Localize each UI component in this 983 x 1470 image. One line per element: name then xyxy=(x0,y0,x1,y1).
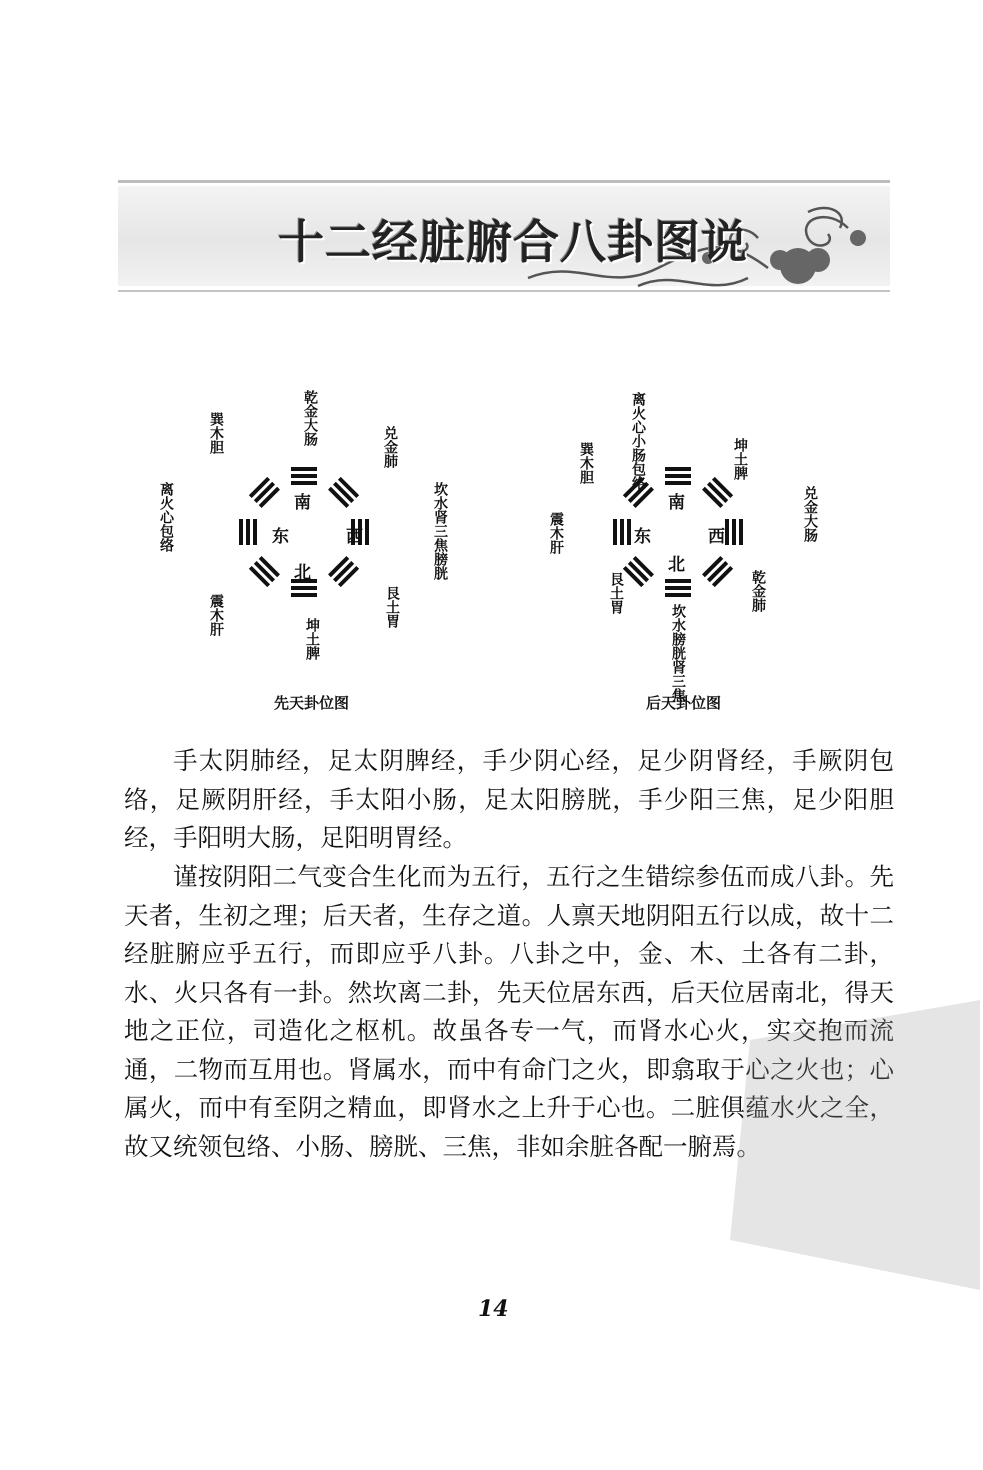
label-top-right: 坤土脾 xyxy=(732,438,748,480)
xiantian-diagram xyxy=(156,372,476,692)
dir-south: 南 xyxy=(668,493,685,513)
trigram-icon xyxy=(702,477,733,508)
dir-north: 北 xyxy=(294,563,311,583)
label-top: 乾金大肠 xyxy=(302,390,318,446)
label-right: 兑金大肠 xyxy=(802,486,818,542)
label-bottom: 坎水膀胱肾三焦 xyxy=(670,604,686,702)
trigram-icon xyxy=(239,519,257,545)
dir-east: 东 xyxy=(634,527,651,547)
label-top-left: 巽木胆 xyxy=(208,412,224,454)
trigram-icon xyxy=(291,467,317,485)
label-bottom-left: 艮土胃 xyxy=(608,572,624,614)
trigram-icon xyxy=(725,519,743,545)
trigram-icon xyxy=(328,477,359,508)
chapter-header xyxy=(118,180,890,295)
label-bottom-right: 艮土胃 xyxy=(384,586,400,628)
label-bottom-left: 震木肝 xyxy=(208,594,224,636)
dir-west: 西 xyxy=(708,527,725,547)
paragraph-meridians: 手太阴肺经，足太阴脾经，手少阴心经，足少阴肾经，手厥阴包络，足厥阴肝经，手太阳小肠，足太阳膀胱，手少阳三焦，足少阳胆经，手阳明大肠，足阳明胃经。 xyxy=(124,746,894,852)
trigram-icon xyxy=(613,519,631,545)
houtian-caption: 后天卦位图 xyxy=(646,694,722,712)
paragraph-commentary: 谨按阴阳二气变合生化而为五行，五行之生错综参伍而成八卦。先天者，生初之理；后天者，生存之道。人禀天地阴阳五行以成，故十二经脏腑应乎五行，而即应乎八卦。八卦之中，金、木、土各有二卦，水、火只各有一卦。然坎离二卦，先天位居东西，后天位居南北，得天地之正位，司造化之枢机。故虽各专一气，而肾水心火，实交抱而流通，二物而互用也。肾属水，而中有命门之火，即翕取于心之火也；心属火，而中有至阴之精血，即肾水之上升于心也。二脏俱蕴水火之全，故又统领包络、小肠、膀胱、三焦，非如余脏各配一腑焉。 xyxy=(124,862,894,1161)
trigram-icon xyxy=(328,556,359,587)
dir-south: 南 xyxy=(294,493,311,513)
label-left: 震木肝 xyxy=(548,512,564,554)
label-bottom: 坤土脾 xyxy=(304,618,320,660)
dir-north: 北 xyxy=(668,555,685,575)
label-bottom-right: 乾金肺 xyxy=(750,570,766,612)
label-top-left: 巽木胆 xyxy=(578,442,594,484)
seal-watermark-icon xyxy=(690,1000,980,1290)
trigram-icon xyxy=(665,579,691,597)
header-top-rule xyxy=(118,180,890,183)
trigram-icon xyxy=(665,467,691,485)
dir-west: 西 xyxy=(346,527,363,547)
trigram-icon xyxy=(249,477,280,508)
label-top-right: 兑金肺 xyxy=(382,426,398,468)
trigram-icon xyxy=(249,556,280,587)
houtian-diagram xyxy=(530,372,850,702)
trigram-icon xyxy=(702,556,733,587)
page-number: 14 xyxy=(478,1296,509,1322)
page-title: 十二经脏腑合八卦图说 xyxy=(278,215,748,269)
trigram-icon xyxy=(623,556,654,587)
label-right: 坎水肾三焦膀胱 xyxy=(432,482,448,580)
dir-east: 东 xyxy=(272,527,289,547)
xiantian-caption: 先天卦位图 xyxy=(274,694,350,712)
label-top: 离火心小肠包络 xyxy=(630,392,646,490)
label-left: 离火心包络 xyxy=(158,482,174,552)
